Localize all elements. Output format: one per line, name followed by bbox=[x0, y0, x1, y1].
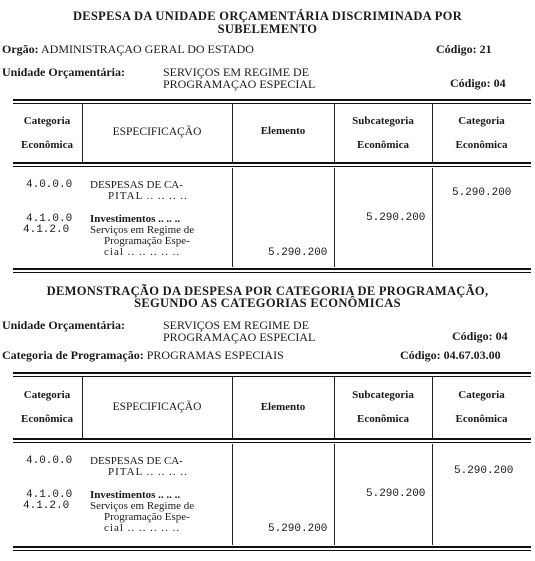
th-categoria-economica: Econômica bbox=[21, 413, 73, 425]
table1-top-rule bbox=[13, 99, 531, 101]
codigo-value: 04 bbox=[495, 329, 508, 343]
row-code: 4.0.0.0 bbox=[26, 455, 73, 467]
th-categoria: Categoria bbox=[23, 389, 71, 401]
orgao-line bbox=[2, 42, 254, 57]
row-desc: PITAL .. .. .. .. bbox=[108, 190, 188, 202]
catprog-label: Categoria de Programação: bbox=[2, 348, 144, 362]
th-subcategoria-economica: Econômica bbox=[357, 413, 409, 425]
table1-col-divider bbox=[334, 104, 335, 162]
section1-title-line1: DESPESA DA UNIDADE ORÇAMENTÁRIA DISCRIMINADA POR bbox=[72, 9, 463, 23]
categoria-programacao-line bbox=[2, 348, 284, 363]
row-desc: Investimentos .. .. .. bbox=[90, 489, 181, 501]
table1-col-divider bbox=[334, 168, 335, 267]
orgao-value: ADMINISTRAÇAO GERAL DO ESTADO bbox=[41, 42, 254, 56]
table2-col-divider bbox=[334, 444, 335, 545]
row-desc: Serviços em Regime de bbox=[90, 224, 195, 236]
row-desc: DESPESAS DE CA- bbox=[90, 179, 183, 191]
th-elemento: Elemento bbox=[260, 125, 306, 137]
table2-col-divider bbox=[432, 377, 433, 438]
row-desc: Programação Espe- bbox=[104, 235, 190, 247]
row-desc: PITAL .. .. .. .. bbox=[108, 466, 188, 478]
row-desc: Investimentos .. .. .. bbox=[90, 213, 181, 225]
codigo-label: Código: bbox=[436, 42, 477, 56]
th-especificacao: ESPECIFICAÇÃO bbox=[112, 401, 202, 413]
row-desc: DESPESAS DE CA- bbox=[90, 455, 183, 467]
table2-col-divider bbox=[432, 444, 433, 545]
table1-bottom-rule-inner bbox=[13, 272, 531, 273]
table1-col-divider bbox=[432, 168, 433, 267]
codigo-label: Código: bbox=[452, 329, 493, 343]
codigo-value: 04.67.03.00 bbox=[443, 348, 501, 362]
codigo-unidade bbox=[452, 329, 508, 344]
th-categoria-economica: Econômica bbox=[21, 139, 73, 151]
table2-bottom-rule-inner bbox=[13, 550, 531, 551]
th-especificacao: ESPECIFICAÇÃO bbox=[112, 126, 202, 138]
catprog-value: PROGRAMAS ESPECIAIS bbox=[146, 348, 284, 362]
table1-top-rule-inner bbox=[13, 103, 531, 104]
unidade-value-line1: SERVIÇOS EM REGIME DE bbox=[163, 65, 310, 79]
codigo-unidade bbox=[450, 76, 506, 91]
section1-title-line2: SUBELEMENTO bbox=[217, 22, 318, 36]
table1-header-rule-inner bbox=[13, 166, 531, 167]
unidade-value-line2: PROGRAMAÇAO ESPECIAL bbox=[163, 330, 316, 344]
table2-header-rule-inner bbox=[13, 442, 531, 443]
row-code: 4.1.2.0 bbox=[23, 500, 70, 512]
codigo-label: Código: bbox=[400, 348, 441, 362]
th-categoria-2-economica: Econômica bbox=[455, 139, 508, 151]
row-desc: cial .. .. .. .. .. bbox=[104, 246, 181, 258]
subcategoria-value: 5.290.200 bbox=[366, 212, 426, 224]
row-desc: Programação Espe- bbox=[104, 511, 190, 523]
row-desc: Serviços em Regime de bbox=[90, 500, 195, 512]
unidade-label: Unidade Orçamentária: bbox=[2, 65, 125, 79]
elemento-value: 5.290.200 bbox=[268, 247, 328, 259]
orgao-label: Orgão: bbox=[2, 42, 39, 56]
section2-title-line2: SEGUNDO AS CATEGORIAS ECONÔMICAS bbox=[134, 296, 401, 310]
categoria-economica-value: 5.290.200 bbox=[454, 465, 514, 477]
codigo-value: 04 bbox=[493, 76, 506, 90]
codigo-value: 21 bbox=[479, 42, 492, 56]
row-code: 4.1.0.0 bbox=[26, 489, 73, 501]
table1-col-divider bbox=[432, 104, 433, 162]
table1-header-rule bbox=[13, 162, 531, 164]
row-code: 4.1.2.0 bbox=[23, 224, 70, 236]
subcategoria-value: 5.290.200 bbox=[366, 488, 426, 500]
table2-bottom-rule bbox=[13, 546, 531, 548]
table2-top-rule bbox=[13, 372, 531, 374]
unidade-value-line1: SERVIÇOS EM REGIME DE bbox=[163, 318, 310, 332]
th-subcategoria: Subcategoria bbox=[352, 115, 414, 127]
codigo-label: Código: bbox=[450, 76, 491, 90]
th-subcategoria-economica: Econômica bbox=[357, 139, 409, 151]
th-categoria: Categoria bbox=[23, 115, 71, 127]
categoria-economica-value: 5.290.200 bbox=[452, 187, 512, 199]
table2-top-rule-inner bbox=[13, 376, 531, 377]
codigo-programacao bbox=[400, 348, 501, 363]
row-code: 4.1.0.0 bbox=[26, 213, 73, 225]
unidade-label: Unidade Orçamentária: bbox=[2, 318, 125, 332]
table2-col-divider bbox=[334, 377, 335, 438]
table1-bottom-rule bbox=[13, 268, 531, 270]
unidade-value-line2: PROGRAMAÇAO ESPECIAL bbox=[163, 77, 316, 91]
th-elemento: Elemento bbox=[260, 401, 306, 413]
elemento-value: 5.290.200 bbox=[268, 523, 328, 535]
section2-title-line1: DEMONSTRAÇÃO DA DESPESA POR CATEGORIA DE PROGRAMAÇÃO, bbox=[46, 284, 489, 298]
th-subcategoria: Subcategoria bbox=[352, 389, 414, 401]
row-desc: cial .. .. .. .. .. bbox=[104, 522, 181, 534]
codigo-orgao bbox=[436, 42, 492, 57]
table1-col-divider bbox=[232, 168, 233, 267]
table2-header-rule bbox=[13, 438, 531, 440]
th-categoria-2: Categoria bbox=[458, 115, 505, 127]
row-code: 4.0.0.0 bbox=[26, 179, 73, 191]
th-categoria-2: Categoria bbox=[458, 389, 505, 401]
th-categoria-2-economica: Econômica bbox=[455, 413, 508, 425]
table2-col-divider bbox=[232, 444, 233, 545]
